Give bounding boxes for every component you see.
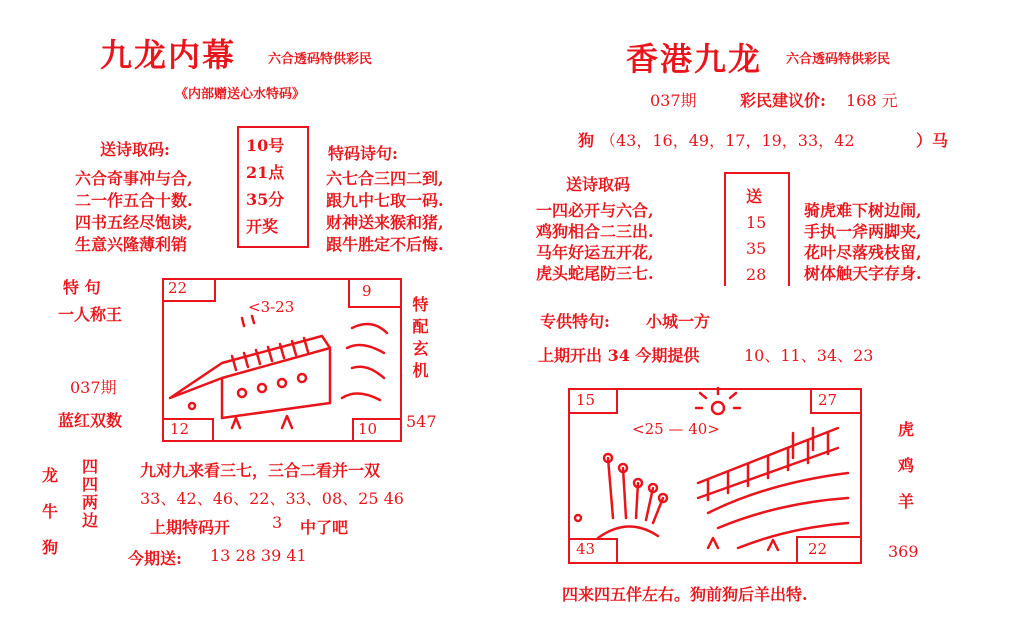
animal-tiger: 虎 bbox=[898, 420, 915, 439]
right-poem-right-line: 骑虎难下树边闹, bbox=[804, 201, 922, 220]
right-poem-left-line: 鸡狗相合二三出. bbox=[536, 222, 654, 241]
animal-dragon: 龙 bbox=[42, 466, 59, 485]
right-footer: 四来四五伴左右。狗前狗后羊出特. bbox=[562, 585, 808, 604]
left-poem-special-block bbox=[326, 168, 444, 256]
left-color-hint: 蓝红双数 bbox=[58, 411, 123, 430]
right-horse-label: ）马 bbox=[916, 131, 949, 150]
animal-rooster: 鸡 bbox=[898, 456, 915, 475]
draw-minute: 35分 bbox=[246, 190, 285, 209]
left-special-sentence: 一人称王 bbox=[58, 305, 123, 324]
left-special-sentence-label: 特 句 bbox=[63, 278, 101, 297]
right-poem-left-line: 马年好运五开花, bbox=[536, 243, 654, 262]
left-poem-send-line: 六合奇事冲与合, bbox=[75, 169, 193, 188]
four-side-char: 四 bbox=[82, 475, 99, 494]
left-poem-special-line: 跟牛胜定不后悔. bbox=[326, 235, 444, 254]
four-side-char: 两 bbox=[82, 493, 99, 512]
left-tip-line: 九对九来看三七，三合二看并一双 bbox=[140, 461, 381, 480]
four-side-char: 边 bbox=[82, 511, 99, 530]
left-poem-special-line: 跟九中七取一码. bbox=[326, 191, 444, 210]
left-side-number: 547 bbox=[406, 412, 437, 431]
left-title: 九龙内幕 bbox=[100, 36, 237, 74]
right-send-number: 28 bbox=[746, 265, 767, 284]
right-price: 168 元 bbox=[846, 91, 898, 110]
left-picture-corner-bl: 12 bbox=[170, 420, 190, 438]
right-side-number: 369 bbox=[888, 542, 919, 561]
four-side-char: 四 bbox=[82, 457, 99, 476]
left-poem-special-label: 特码诗句: bbox=[328, 144, 398, 163]
left-today-label: 今期送: bbox=[128, 549, 182, 568]
right-title: 香港九龙 bbox=[626, 40, 763, 78]
animal-ox: 牛 bbox=[42, 502, 59, 521]
right-provide-numbers: 10、11、34、23 bbox=[744, 346, 874, 365]
right-poem-right-line: 手执一斧两脚夹, bbox=[804, 222, 922, 241]
left-poem-send-line: 二一作五合十数. bbox=[75, 191, 193, 210]
right-send-number: 35 bbox=[746, 239, 767, 258]
left-draw-time-block bbox=[246, 132, 284, 240]
right-poem-left-block bbox=[536, 200, 654, 284]
draw-day: 10号 bbox=[246, 136, 285, 155]
left-poem-special-line: 财神送来猴和猪, bbox=[326, 213, 444, 232]
right-dog-label: 狗 bbox=[578, 131, 595, 150]
left-numbers-line: 33、42、46、22、33、08、25 46 bbox=[140, 489, 404, 508]
right-picture-corner-bl: 43 bbox=[576, 540, 596, 558]
left-last-value: 3 bbox=[272, 513, 283, 532]
draw-label: 开奖 bbox=[246, 217, 279, 236]
animal-goat: 羊 bbox=[898, 492, 915, 511]
left-animals bbox=[42, 458, 58, 566]
left-title-subtitle: 六合透码特供彩民 bbox=[268, 52, 373, 67]
left-picture-corner-br: 10 bbox=[358, 420, 378, 438]
right-picture-corner-br: 22 bbox=[808, 540, 828, 558]
right-price-label: 彩民建议价: bbox=[740, 91, 826, 110]
right-special-label: 专供特句: bbox=[540, 312, 610, 331]
right-picture-corner-tr: 27 bbox=[818, 391, 838, 409]
left-picture-sketch bbox=[162, 278, 398, 438]
right-special-text: 小城一方 bbox=[646, 312, 711, 331]
right-poem-left-line: 一四必开与六合, bbox=[536, 201, 654, 220]
left-poem-send-line: 四书五经尽饱读, bbox=[75, 213, 193, 232]
right-title-subtitle: 六合透码特供彩民 bbox=[786, 52, 891, 67]
left-today-numbers: 13 28 39 41 bbox=[210, 546, 307, 565]
left-last-label: 上期特码开 bbox=[150, 518, 231, 537]
left-poem-special-line: 六七合三四二到, bbox=[326, 169, 444, 188]
right-issue: 037期 bbox=[650, 91, 697, 110]
draw-hour: 21点 bbox=[246, 163, 285, 182]
left-picture-corner-tl: 22 bbox=[168, 279, 188, 297]
right-dog-numbers: （43，16，49，17，19，33，42 bbox=[600, 131, 855, 150]
left-picture-corner-tr: 9 bbox=[362, 282, 372, 300]
right-send-box-block bbox=[746, 184, 766, 288]
left-side-vertical: 特配玄机 bbox=[410, 296, 429, 384]
left-poem-send-block bbox=[75, 168, 193, 256]
right-poem-right-line: 树体触天字存身. bbox=[804, 264, 922, 283]
right-send-number: 15 bbox=[746, 213, 767, 232]
right-picture-corner-tl: 15 bbox=[576, 391, 596, 409]
left-issue: 037期 bbox=[70, 378, 117, 397]
right-picture-range: <25 — 40> bbox=[632, 420, 720, 438]
left-poem-send-label: 送诗取码: bbox=[100, 140, 170, 159]
right-poem-send-label: 送诗取码 bbox=[566, 175, 631, 194]
right-poem-left-line: 虎头蛇尾防三七. bbox=[536, 264, 654, 283]
left-banner: 《内部赠送心水特码》 bbox=[175, 87, 306, 102]
right-picture-sketch bbox=[568, 388, 858, 560]
left-picture-range: <3-23 bbox=[248, 298, 295, 316]
left-four-side bbox=[82, 458, 98, 530]
animal-dog: 狗 bbox=[42, 538, 59, 557]
right-send-char: 送 bbox=[746, 187, 763, 206]
left-last-suffix: 中了吧 bbox=[300, 518, 349, 537]
right-poem-right-line: 花叶尽落残枝留, bbox=[804, 243, 922, 262]
left-poem-send-line: 生意兴隆薄利销 bbox=[75, 235, 188, 254]
right-animals bbox=[898, 412, 914, 520]
right-poem-right-block bbox=[804, 200, 922, 284]
right-last-provide: 上期开出 34 今期提供 bbox=[538, 346, 700, 365]
